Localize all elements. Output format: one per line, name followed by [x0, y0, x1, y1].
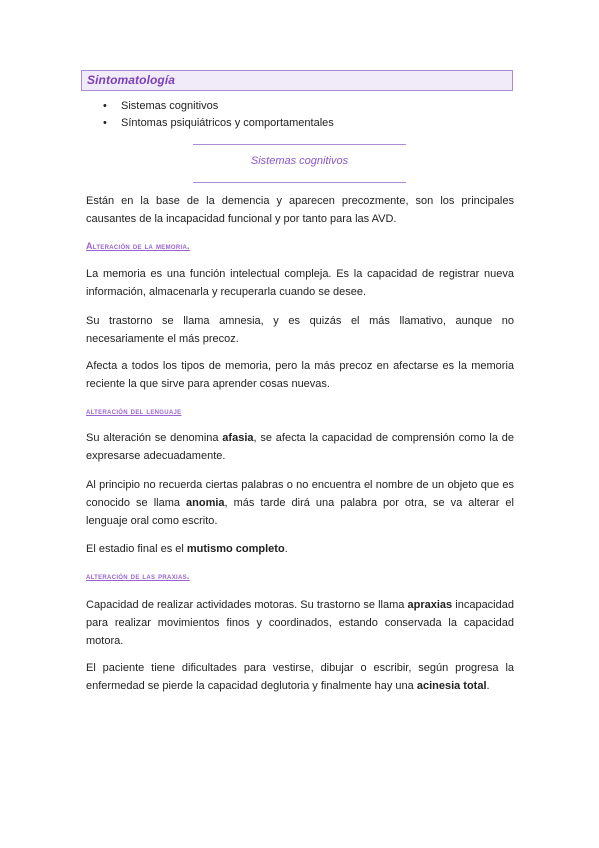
page-title: Sintomatología [87, 73, 176, 87]
bullet-list [103, 98, 334, 132]
term-anomia: anomia [186, 497, 225, 509]
top-divider [193, 144, 406, 145]
bullet-item: • Sistemas cognitivos [103, 98, 334, 115]
section-heading-lenguaje: alteración del lenguaje [86, 406, 182, 416]
subheading: Sistemas cognitivos [250, 155, 349, 167]
intro-paragraph: Están en la base de la demencia y aparecen precozmente, son los principales causantes de la incapacidad funcional y por tanto para las AVD. [86, 195, 514, 225]
memoria-paragraph-1: La memoria es una función intelectual compleja. Es la capacidad de registrar nueva información, almacenarla y recuperarla cuando se desee. [86, 268, 514, 298]
memoria-paragraph-2: Su trastorno se llama amnesia, y es quizás el más llamativo, aunque no necesariamente el más precoz. [86, 315, 514, 345]
section-heading-praxias: alteración de las praxias. [86, 571, 190, 581]
section-title-box [81, 70, 513, 91]
section-heading-memoria: Alteración de la memoria. [86, 241, 190, 251]
term-mutismo: mutismo completo [186, 543, 285, 555]
memoria-paragraph-3: Afecta a todos los tipos de memoria, pero la más precoz en afectarse es la memoria reciente la que sirve para aprender cosas nuevas. [86, 360, 514, 390]
term-afasia: afasia [222, 432, 254, 444]
praxias-paragraph-2: El paciente tiene dificultades para vestirse, dibujar o escribir, según progresa la enfermedad se pierde la capacidad deglutoria y finalmente hay una acinesia total. [86, 662, 514, 692]
bottom-divider [193, 182, 406, 183]
praxias-paragraph-1: Capacidad de realizar actividades motoras. Su trastorno se llama apraxias incapacidad para realizar movimientos finos y coordinados, estando conservada la capacidad motora. [86, 599, 514, 647]
lenguaje-paragraph-2: Al principio no recuerda ciertas palabras o no encuentra el nombre de un objeto que es conocido se llama anomia, más tarde dirá una palabra por otra, se va alterar el lenguaje oral como escrito. [86, 479, 514, 527]
lenguaje-paragraph-3: El estadio final es el mutismo completo. [86, 543, 288, 555]
term-acinesia: acinesia total [416, 680, 487, 692]
lenguaje-paragraph-1: Su alteración se denomina afasia, se afecta la capacidad de comprensión como la de expresarse adecuadamente. [86, 432, 514, 462]
bullet-item: • Síntomas psiquiátricos y comportamentales [103, 115, 334, 132]
term-apraxias: apraxias [407, 599, 453, 611]
